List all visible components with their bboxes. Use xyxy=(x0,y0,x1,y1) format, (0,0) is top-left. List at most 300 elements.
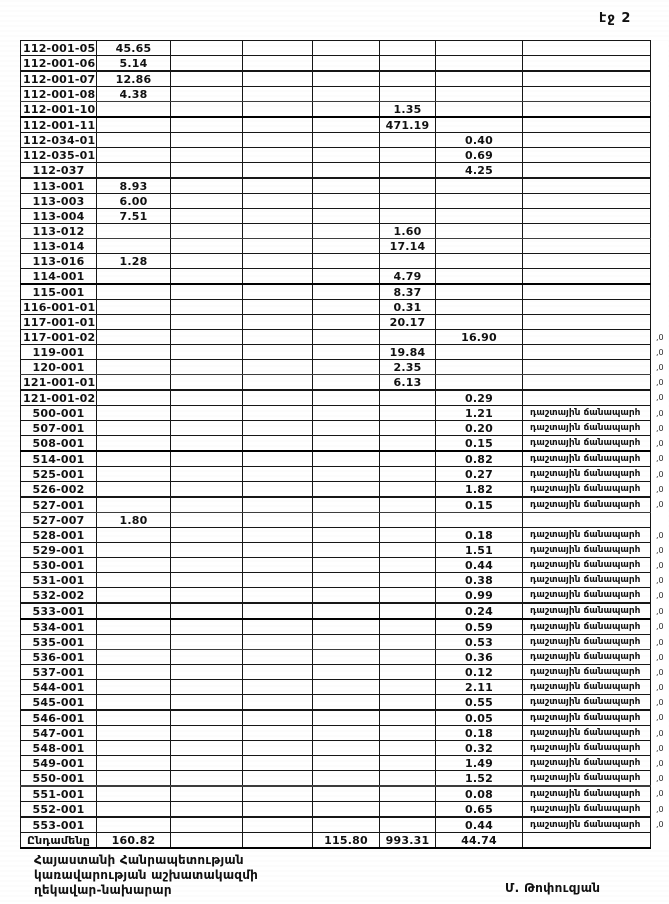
value-cell xyxy=(380,390,436,406)
value-cell xyxy=(171,817,243,833)
value-cell xyxy=(171,833,243,849)
scan-artifact: ,0 xyxy=(651,695,669,711)
note-cell: դաշտային ճանապարհ xyxy=(523,817,651,833)
footer-line-3: ղեկավար-նախարար xyxy=(34,883,172,897)
value-cell xyxy=(243,360,313,375)
value-cell xyxy=(313,269,380,285)
value-cell xyxy=(243,741,313,756)
value-cell xyxy=(380,588,436,604)
value-cell xyxy=(171,224,243,239)
value-cell xyxy=(313,345,380,360)
value-cell xyxy=(97,269,171,285)
note-cell: դաշտային ճանապարհ xyxy=(523,603,651,619)
value-cell xyxy=(313,117,380,133)
code-cell: 112-001-06 xyxy=(21,56,97,72)
value-cell xyxy=(313,194,380,209)
value-cell xyxy=(97,436,171,452)
value-cell xyxy=(436,315,523,330)
note-cell xyxy=(523,300,651,315)
value-cell xyxy=(243,345,313,360)
value-cell xyxy=(97,360,171,375)
code-cell: 548-001 xyxy=(21,741,97,756)
code-cell: 530-001 xyxy=(21,558,97,573)
scan-artifact xyxy=(651,269,669,285)
table-row xyxy=(21,300,669,315)
value-cell xyxy=(436,284,523,300)
table-row xyxy=(21,56,669,72)
note-cell xyxy=(523,833,651,849)
note-cell: դաշտային ճանապարհ xyxy=(523,726,651,741)
scan-artifact xyxy=(651,224,669,239)
value-cell xyxy=(243,833,313,849)
value-cell xyxy=(171,513,243,528)
value-cell xyxy=(313,41,380,56)
value-cell xyxy=(171,71,243,87)
note-cell xyxy=(523,269,651,285)
value-cell xyxy=(97,726,171,741)
value-cell xyxy=(380,695,436,711)
value-cell xyxy=(243,650,313,665)
signature-name: Մ. Թոփուզյան xyxy=(505,881,601,895)
value-cell: 19.84 xyxy=(380,345,436,360)
value-cell xyxy=(313,421,380,436)
value-cell xyxy=(243,513,313,528)
code-cell: 533-001 xyxy=(21,603,97,619)
note-cell xyxy=(523,375,651,391)
value-cell xyxy=(171,315,243,330)
value-cell xyxy=(243,436,313,452)
note-cell: դաշտային ճանապարհ xyxy=(523,588,651,604)
note-cell: դաշտային ճանապարհ xyxy=(523,497,651,513)
value-cell xyxy=(171,87,243,102)
value-cell: 160.82 xyxy=(97,833,171,849)
value-cell: 0.59 xyxy=(436,619,523,635)
value-cell xyxy=(436,117,523,133)
table-row xyxy=(21,178,669,194)
value-cell xyxy=(243,588,313,604)
code-cell: 549-001 xyxy=(21,756,97,771)
table-row xyxy=(21,406,669,421)
value-cell xyxy=(243,178,313,194)
code-cell: 112-035-01 xyxy=(21,148,97,163)
value-cell xyxy=(313,224,380,239)
value-cell xyxy=(97,786,171,802)
value-cell xyxy=(380,41,436,56)
code-cell: 121-001-01 xyxy=(21,375,97,391)
scan-artifact: ,0 xyxy=(651,756,669,771)
value-cell: 1.52 xyxy=(436,771,523,787)
value-cell xyxy=(97,421,171,436)
scan-artifact: ,0 xyxy=(651,650,669,665)
footer-block xyxy=(34,853,258,898)
table-row xyxy=(21,239,669,254)
page-number-label: էջ 2 xyxy=(599,11,632,26)
value-cell: 0.27 xyxy=(436,467,523,482)
value-cell: 20.17 xyxy=(380,315,436,330)
value-cell: 0.38 xyxy=(436,573,523,588)
scan-artifact: ,0 xyxy=(651,360,669,375)
note-cell: դաշտային ճանապարհ xyxy=(523,543,651,558)
value-cell xyxy=(380,209,436,224)
value-cell xyxy=(243,56,313,72)
code-cell: 531-001 xyxy=(21,573,97,588)
value-cell xyxy=(171,710,243,726)
value-cell xyxy=(243,802,313,818)
value-cell xyxy=(171,421,243,436)
value-cell xyxy=(243,695,313,711)
value-cell xyxy=(243,148,313,163)
value-cell: 1.51 xyxy=(436,543,523,558)
note-cell: դաշտային ճանապարհ xyxy=(523,665,651,680)
value-cell xyxy=(313,87,380,102)
value-cell xyxy=(436,224,523,239)
code-cell: 115-001 xyxy=(21,284,97,300)
value-cell: 5.14 xyxy=(97,56,171,72)
code-cell: 113-003 xyxy=(21,194,97,209)
value-cell xyxy=(171,482,243,498)
value-cell xyxy=(97,345,171,360)
value-cell xyxy=(243,451,313,467)
value-cell xyxy=(380,543,436,558)
code-cell: 528-001 xyxy=(21,528,97,543)
table-row xyxy=(21,573,669,588)
value-cell xyxy=(171,254,243,269)
value-cell: 0.08 xyxy=(436,786,523,802)
value-cell xyxy=(171,102,243,118)
value-cell: 1.80 xyxy=(97,513,171,528)
value-cell xyxy=(380,771,436,787)
value-cell: 1.49 xyxy=(436,756,523,771)
code-cell: 119-001 xyxy=(21,345,97,360)
value-cell xyxy=(313,528,380,543)
value-cell xyxy=(313,239,380,254)
value-cell xyxy=(171,497,243,513)
value-cell xyxy=(97,375,171,391)
value-cell xyxy=(243,71,313,87)
value-cell xyxy=(243,665,313,680)
table-row xyxy=(21,680,669,695)
value-cell xyxy=(380,194,436,209)
table-row xyxy=(21,345,669,360)
value-cell xyxy=(313,390,380,406)
note-cell: դաշտային ճանապարհ xyxy=(523,650,651,665)
code-cell: 112-034-01 xyxy=(21,133,97,148)
value-cell xyxy=(243,41,313,56)
code-cell: 552-001 xyxy=(21,802,97,818)
value-cell xyxy=(380,482,436,498)
value-cell xyxy=(243,710,313,726)
value-cell: 0.18 xyxy=(436,726,523,741)
value-cell xyxy=(97,680,171,695)
value-cell xyxy=(97,588,171,604)
value-cell: 0.44 xyxy=(436,817,523,833)
value-cell: 1.28 xyxy=(97,254,171,269)
table-row xyxy=(21,254,669,269)
table-row xyxy=(21,269,669,285)
value-cell xyxy=(97,148,171,163)
value-cell xyxy=(243,756,313,771)
note-cell xyxy=(523,209,651,224)
scan-artifact xyxy=(651,41,669,56)
value-cell xyxy=(313,451,380,467)
code-cell: 545-001 xyxy=(21,695,97,711)
note-cell xyxy=(523,390,651,406)
value-cell xyxy=(171,665,243,680)
value-cell xyxy=(243,117,313,133)
value-cell: 0.99 xyxy=(436,588,523,604)
value-cell xyxy=(171,573,243,588)
value-cell: 0.55 xyxy=(436,695,523,711)
value-cell xyxy=(97,573,171,588)
scan-artifact: ,0 xyxy=(651,786,669,802)
scan-artifact xyxy=(651,239,669,254)
table-row xyxy=(21,163,669,179)
table-row xyxy=(21,102,669,118)
value-cell xyxy=(243,375,313,391)
value-cell xyxy=(436,269,523,285)
value-cell xyxy=(97,756,171,771)
value-cell xyxy=(171,269,243,285)
note-cell: դաշտային ճանապարհ xyxy=(523,619,651,635)
value-cell xyxy=(243,224,313,239)
value-cell xyxy=(97,163,171,179)
scan-artifact: ,0 xyxy=(651,390,669,406)
value-cell: 0.82 xyxy=(436,451,523,467)
value-cell xyxy=(171,771,243,787)
value-cell xyxy=(313,756,380,771)
code-cell: 112-037 xyxy=(21,163,97,179)
value-cell xyxy=(171,330,243,345)
table-row xyxy=(21,482,669,498)
footer-line-2: կառավարության աշխատակազմի xyxy=(34,868,259,882)
note-cell xyxy=(523,133,651,148)
table-row xyxy=(21,558,669,573)
table-row xyxy=(21,528,669,543)
table-row xyxy=(21,467,669,482)
note-cell: դաշտային ճանապարհ xyxy=(523,802,651,818)
value-cell: 0.31 xyxy=(380,300,436,315)
code-cell: 537-001 xyxy=(21,665,97,680)
scan-artifact: ,0 xyxy=(651,710,669,726)
value-cell xyxy=(313,558,380,573)
value-cell xyxy=(313,786,380,802)
value-cell xyxy=(243,209,313,224)
scan-artifact: ,0 xyxy=(651,665,669,680)
table-row xyxy=(21,513,669,528)
code-cell: 117-001-02 xyxy=(21,330,97,345)
scan-artifact: ,0 xyxy=(651,573,669,588)
value-cell xyxy=(97,239,171,254)
value-cell xyxy=(313,741,380,756)
scan-artifact xyxy=(651,56,669,72)
scan-artifact: ,0 xyxy=(651,451,669,467)
value-cell: 1.82 xyxy=(436,482,523,498)
value-cell xyxy=(313,710,380,726)
value-cell xyxy=(243,133,313,148)
value-cell xyxy=(97,817,171,833)
scan-artifact: ,0 xyxy=(651,482,669,498)
value-cell xyxy=(436,254,523,269)
value-cell xyxy=(313,330,380,345)
table-row xyxy=(21,375,669,391)
table-row xyxy=(21,726,669,741)
value-cell xyxy=(313,436,380,452)
scan-artifact xyxy=(651,194,669,209)
code-cell: 113-016 xyxy=(21,254,97,269)
value-cell: 4.25 xyxy=(436,163,523,179)
value-cell xyxy=(243,817,313,833)
value-cell xyxy=(313,300,380,315)
value-cell xyxy=(97,300,171,315)
code-cell: 532-002 xyxy=(21,588,97,604)
value-cell xyxy=(313,680,380,695)
scan-artifact: ,0 xyxy=(651,543,669,558)
value-cell xyxy=(97,102,171,118)
value-cell xyxy=(313,467,380,482)
value-cell xyxy=(97,451,171,467)
code-cell: 507-001 xyxy=(21,421,97,436)
value-cell xyxy=(243,254,313,269)
value-cell: 0.32 xyxy=(436,741,523,756)
value-cell xyxy=(243,786,313,802)
value-cell xyxy=(436,300,523,315)
value-cell: 0.18 xyxy=(436,528,523,543)
scan-artifact: ,0 xyxy=(651,406,669,421)
value-cell xyxy=(436,345,523,360)
table-row xyxy=(21,436,669,452)
value-cell xyxy=(380,421,436,436)
footer-line-1: Հայաստանի Հանրապետության xyxy=(34,853,244,867)
scan-artifact xyxy=(651,178,669,194)
value-cell: 0.44 xyxy=(436,558,523,573)
code-cell: 113-004 xyxy=(21,209,97,224)
value-cell xyxy=(171,588,243,604)
value-cell xyxy=(243,421,313,436)
scan-artifact xyxy=(651,284,669,300)
value-cell xyxy=(171,300,243,315)
value-cell xyxy=(313,619,380,635)
value-cell xyxy=(97,467,171,482)
value-cell: 4.79 xyxy=(380,269,436,285)
value-cell: 44.74 xyxy=(436,833,523,849)
code-cell: 113-001 xyxy=(21,178,97,194)
code-cell: 534-001 xyxy=(21,619,97,635)
code-cell: 546-001 xyxy=(21,710,97,726)
value-cell xyxy=(243,528,313,543)
value-cell xyxy=(171,558,243,573)
note-cell: դաշտային ճանապարհ xyxy=(523,421,651,436)
code-cell: 551-001 xyxy=(21,786,97,802)
total-label-cell: Ընդամենը xyxy=(21,833,97,849)
table-row xyxy=(21,588,669,604)
value-cell xyxy=(97,603,171,619)
value-cell xyxy=(380,528,436,543)
value-cell xyxy=(313,163,380,179)
note-cell: դաշտային ճանապարհ xyxy=(523,680,651,695)
scan-artifact xyxy=(651,133,669,148)
scan-artifact xyxy=(651,209,669,224)
value-cell xyxy=(313,254,380,269)
value-cell xyxy=(171,726,243,741)
code-cell: 544-001 xyxy=(21,680,97,695)
code-cell: 112-001-10 xyxy=(21,102,97,118)
code-cell: 508-001 xyxy=(21,436,97,452)
value-cell xyxy=(243,573,313,588)
code-cell: 120-001 xyxy=(21,360,97,375)
code-cell: 114-001 xyxy=(21,269,97,285)
note-cell xyxy=(523,163,651,179)
table-row xyxy=(21,284,669,300)
note-cell xyxy=(523,194,651,209)
value-cell: 7.51 xyxy=(97,209,171,224)
value-cell xyxy=(243,284,313,300)
value-cell xyxy=(313,573,380,588)
scan-artifact xyxy=(651,102,669,118)
table-row xyxy=(21,619,669,635)
value-cell: 0.69 xyxy=(436,148,523,163)
value-cell: 993.31 xyxy=(380,833,436,849)
note-cell xyxy=(523,345,651,360)
value-cell: 1.60 xyxy=(380,224,436,239)
code-cell: 526-002 xyxy=(21,482,97,498)
value-cell xyxy=(313,726,380,741)
scan-artifact: ,0 xyxy=(651,635,669,650)
table-row xyxy=(21,786,669,802)
scan-artifact xyxy=(651,148,669,163)
value-cell xyxy=(243,558,313,573)
value-cell xyxy=(171,117,243,133)
value-cell xyxy=(97,390,171,406)
note-cell: դաշտային ճանապարհ xyxy=(523,635,651,650)
table-row xyxy=(21,603,669,619)
value-cell xyxy=(171,375,243,391)
value-cell xyxy=(313,375,380,391)
value-cell xyxy=(97,771,171,787)
note-cell xyxy=(523,117,651,133)
value-cell xyxy=(171,345,243,360)
value-cell: 0.24 xyxy=(436,603,523,619)
value-cell xyxy=(436,194,523,209)
code-cell: 116-001-01 xyxy=(21,300,97,315)
table-row xyxy=(21,71,669,87)
value-cell: 0.05 xyxy=(436,710,523,726)
value-cell xyxy=(436,71,523,87)
value-cell xyxy=(171,360,243,375)
value-cell: 0.53 xyxy=(436,635,523,650)
value-cell xyxy=(171,451,243,467)
value-cell xyxy=(380,406,436,421)
value-cell xyxy=(380,573,436,588)
code-cell: 117-001-01 xyxy=(21,315,97,330)
value-cell xyxy=(171,528,243,543)
code-cell: 113-014 xyxy=(21,239,97,254)
scan-artifact: ,0 xyxy=(651,330,669,345)
value-cell xyxy=(97,619,171,635)
value-cell xyxy=(243,482,313,498)
note-cell: դաշտային ճանապարհ xyxy=(523,467,651,482)
value-cell xyxy=(436,56,523,72)
code-cell: 547-001 xyxy=(21,726,97,741)
value-cell xyxy=(380,603,436,619)
value-cell xyxy=(436,513,523,528)
value-cell xyxy=(243,726,313,741)
value-cell xyxy=(313,133,380,148)
table-row xyxy=(21,695,669,711)
note-cell xyxy=(523,178,651,194)
value-cell xyxy=(380,650,436,665)
code-cell: 525-001 xyxy=(21,467,97,482)
note-cell xyxy=(523,315,651,330)
